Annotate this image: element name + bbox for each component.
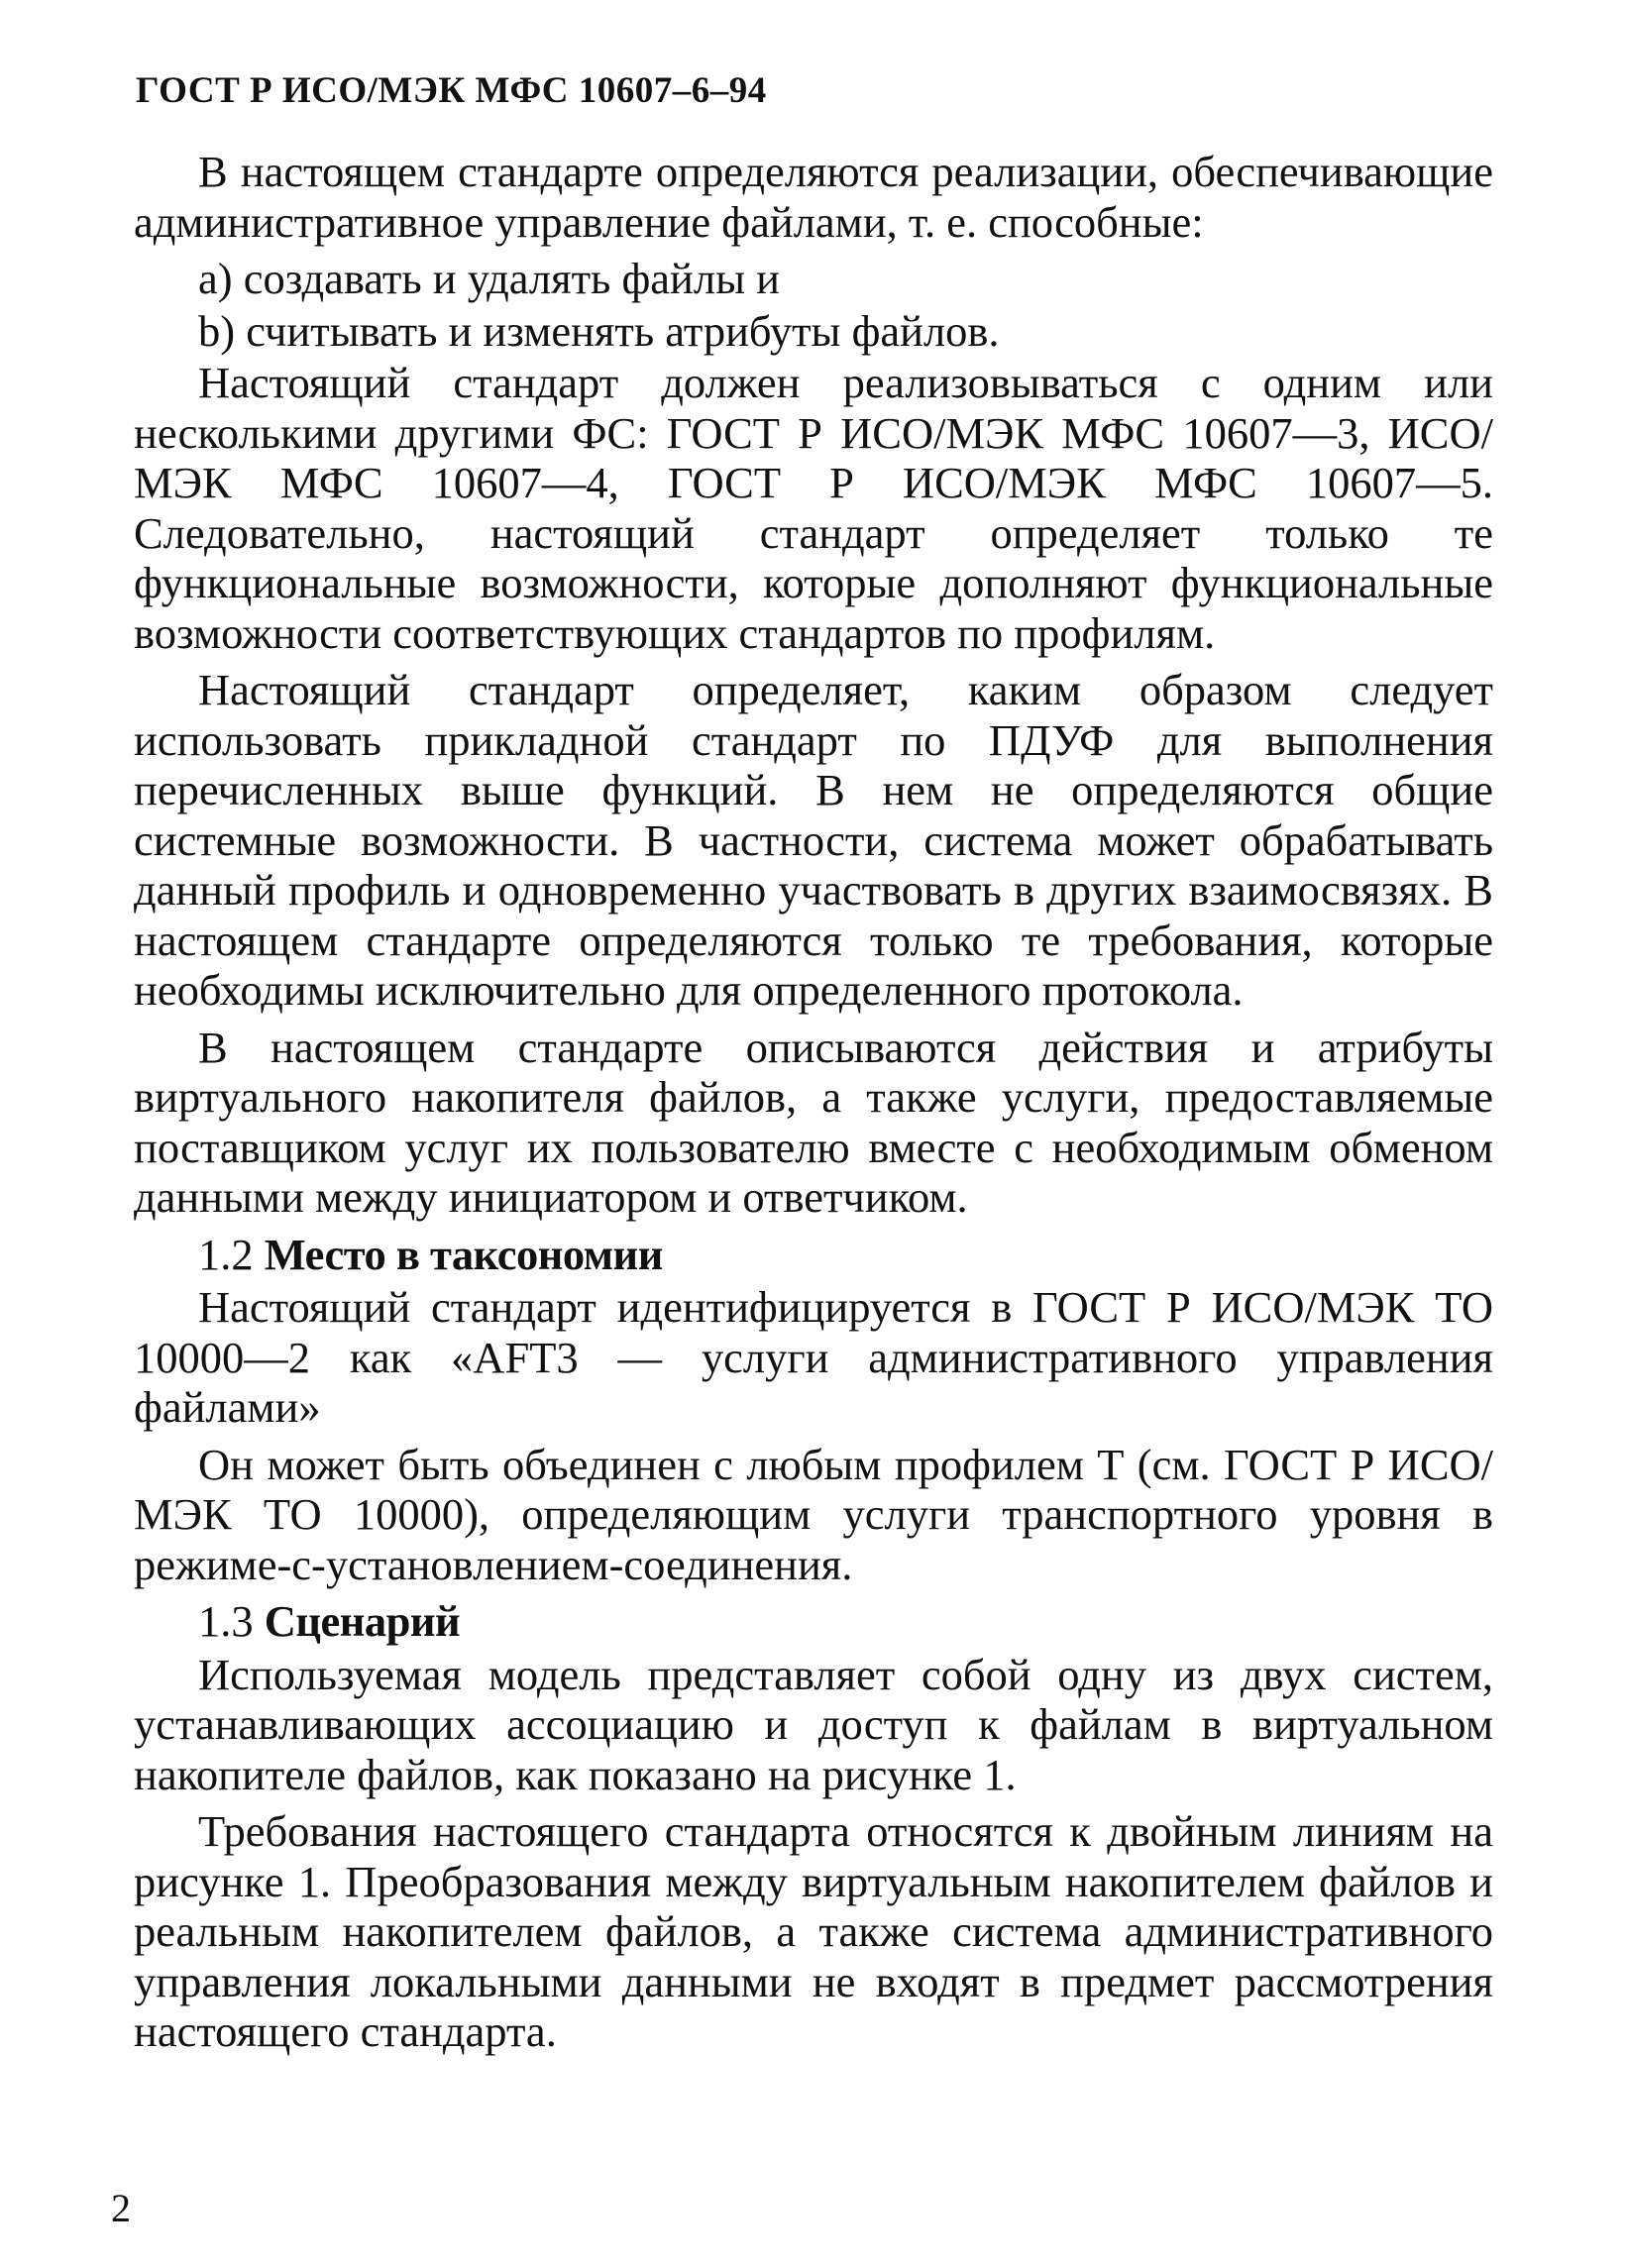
paragraph-model: Используемая модель представляет собой одну из двух систем, устанавливающих ассоциацию и доступ к файлам в виртуальном накопителе файлов, как показано на рисунке 1.: [134, 1649, 1493, 1799]
section-number: 1.2: [198, 1229, 254, 1279]
paragraph-intro: В настоящем стандарте определяются реализации, обеспечивающие административное управление файлами, т. е. способные:: [134, 147, 1493, 247]
section-title: Сценарий: [264, 1596, 461, 1646]
running-header: ГОСТ Р ИСО/МЭК МФС 10607–6–94: [136, 70, 767, 111]
paragraph-combination: Он может быть объединен с любым профилем Т (см. ГОСТ Р ИСО/МЭК ТО 10000), определяющим услуги транспортного уровня в режиме-с-установлением-соединения.: [134, 1439, 1493, 1589]
paragraph-taxonomy: Настоящий стандарт идентифицируется в ГОСТ Р ИСО/МЭК ТО 10000—2 как «AFT3 — услуги административного управления файлами»: [134, 1282, 1493, 1432]
section-number: 1.3: [198, 1596, 254, 1646]
list-item-b: b) считывать и изменять атрибуты файлов.: [198, 305, 1000, 356]
paragraph-usage: Настоящий стандарт определяет, каким образом следует использовать прикладной стандарт по ПДУФ для выполнения перечисленных выше функций. В нем не определяются общие системные возможности. В частности, система может обрабатывать данный профиль и одновременно участвовать в других взаимосвязях. В настоящем стандарте определяются только те требования, которые необходимы исключительно для определенного протокола.: [134, 665, 1493, 1015]
paragraph-description: В настоящем стандарте описываются действия и атрибуты виртуального накопителя файлов, а также услуги, предоставляемые поставщиком услуг их пользователю вместе с необходимым обменом данными между инициатором и ответчиком.: [134, 1022, 1493, 1222]
section-title: Место в таксономии: [264, 1229, 663, 1279]
section-heading-1-2: [134, 1230, 1493, 1280]
page-number: 2: [111, 2186, 131, 2230]
paragraph-related-standards: Настоящий стандарт должен реализовываться с одним или несколькими другими ФС: ГОСТ Р ИСО/МЭК МФС 10607—3, ИСО/МЭК МФС 10607—4, ГОСТ Р ИСО/МЭК МФС 10607—5. Следовательно, настоящий стандарт определяет только те функциональные возможности, которые дополняют функциональные возможности соответствующих стандартов по профилям.: [134, 358, 1493, 658]
section-heading-1-3: [134, 1596, 1493, 1647]
paragraph-requirements: Требования настоящего стандарта относятся к двойным линиям на рисунке 1. Преобразования между виртуальным накопителем файлов и реальным накопителем файлов, а также система административного управления локальными данными не входят в предмет рассмотрения настоящего стандарта.: [134, 1806, 1493, 2056]
body-text: [134, 147, 1493, 2064]
list-item-a: a) создавать и удалять файлы и: [198, 254, 780, 303]
